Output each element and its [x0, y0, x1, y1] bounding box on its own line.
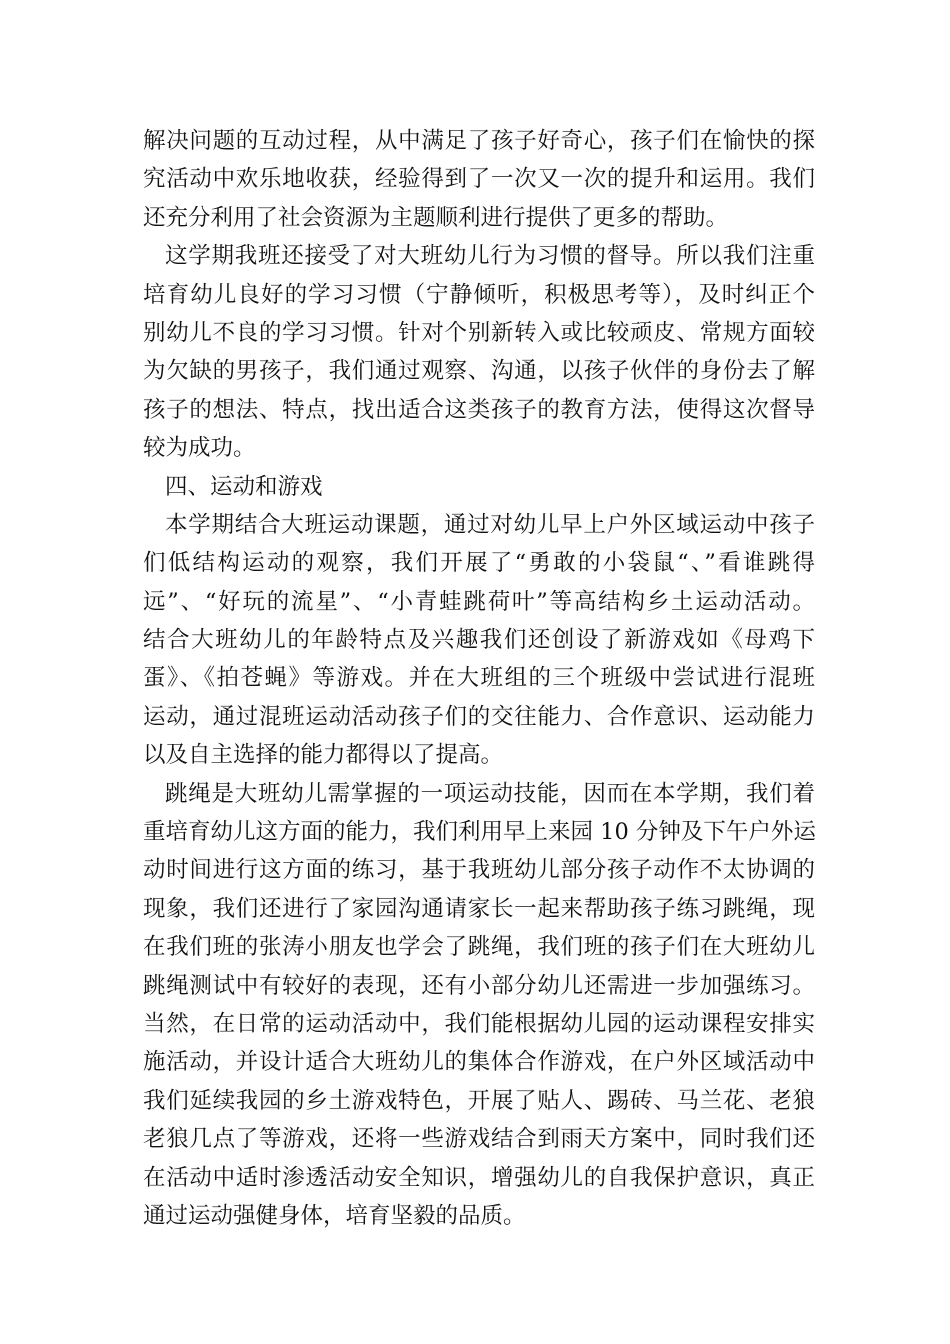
text-line: 孩子的想法、特点，找出适合这类孩子的教育方法，使得这次督导	[143, 396, 815, 423]
text-line: 动时间进行这方面的练习，基于我班幼儿部分孩子动作不太协调的	[143, 857, 815, 884]
text-line: 别幼儿不良的学习习惯。针对个别新转入或比较顽皮、常规方面较	[143, 319, 815, 346]
text-line: 结合大班幼儿的年龄特点及兴趣我们还创设了新游戏如《母鸡下	[143, 627, 815, 654]
text-line: 在活动中适时渗透活动安全知识，增强幼儿的自我保护意识，真正	[143, 1164, 815, 1191]
text-line: 还充分利用了社会资源为主题顺利进行提供了更多的帮助。	[143, 204, 729, 231]
text-line: 解决问题的互动过程，从中满足了孩子好奇心，孩子们在愉快的探	[143, 128, 815, 154]
text-line: 蛋》、《拍苍蝇》等游戏。并在大班组的三个班级中尝试进行混班	[143, 665, 815, 692]
text-line: 跳绳测试中有较好的表现，还有小部分幼儿还需进一步加强练习。	[143, 972, 815, 999]
text-line: 这学期我班还接受了对大班幼儿行为习惯的督导。所以我们注重	[165, 243, 815, 270]
text-line: 较为成功。	[143, 435, 256, 462]
text-line: 为欠缺的男孩子，我们通过观察、沟通，以孩子伙伴的身份去了解	[143, 358, 815, 385]
text-line: 四、运动和游戏	[165, 473, 323, 500]
text-line: 我们延续我园的乡土游戏特色，开展了贴人、踢砖、马兰花、老狼	[143, 1087, 815, 1114]
text-line: 通过运动强健身体，培育坚毅的品质。	[143, 1202, 526, 1229]
text-line: 在我们班的张涛小朋友也学会了跳绳，我们班的孩子们在大班幼儿	[143, 934, 815, 961]
text-line: 现象，我们还进行了家园沟通请家长一起来帮助孩子练习跳绳，现	[143, 895, 815, 922]
text-line: 施活动，并设计适合大班幼儿的集体合作游戏，在户外区域活动中	[143, 1049, 815, 1076]
text-line: 培育幼儿良好的学习习惯（宁静倾听，积极思考等），及时纠正个	[143, 281, 815, 308]
text-line: 重培育幼儿这方面的能力，我们利用早上来园 10 分钟及下午户外运	[143, 819, 816, 846]
text-line: 老狼几点了等游戏，还将一些游戏结合到雨天方案中，同时我们还	[143, 1126, 815, 1153]
body-text	[143, 122, 815, 1235]
text-line: 运动，通过混班运动活动孩子们的交往能力、合作意识、运动能力	[143, 703, 815, 730]
text-line: 以及自主选择的能力都得以了提高。	[143, 742, 504, 769]
text-line: 究活动中欢乐地收获，经验得到了一次又一次的提升和运用。我们	[143, 166, 815, 193]
text-line: 跳绳是大班幼儿需掌握的一项运动技能，因而在本学期，我们着	[165, 780, 815, 807]
text-line: 远”、“好玩的流星”、“小青蛙跳荷叶”等高结构乡土运动活动。	[143, 588, 815, 615]
text-line: 本学期结合大班运动课题，通过对幼儿早上户外区域运动中孩子	[165, 511, 815, 538]
text-line: 们低结构运动的观察，我们开展了“勇敢的小袋鼠“、”看谁跳得	[143, 550, 815, 577]
text-line: 当然，在日常的运动活动中，我们能根据幼儿园的运动课程安排实	[143, 1010, 815, 1037]
